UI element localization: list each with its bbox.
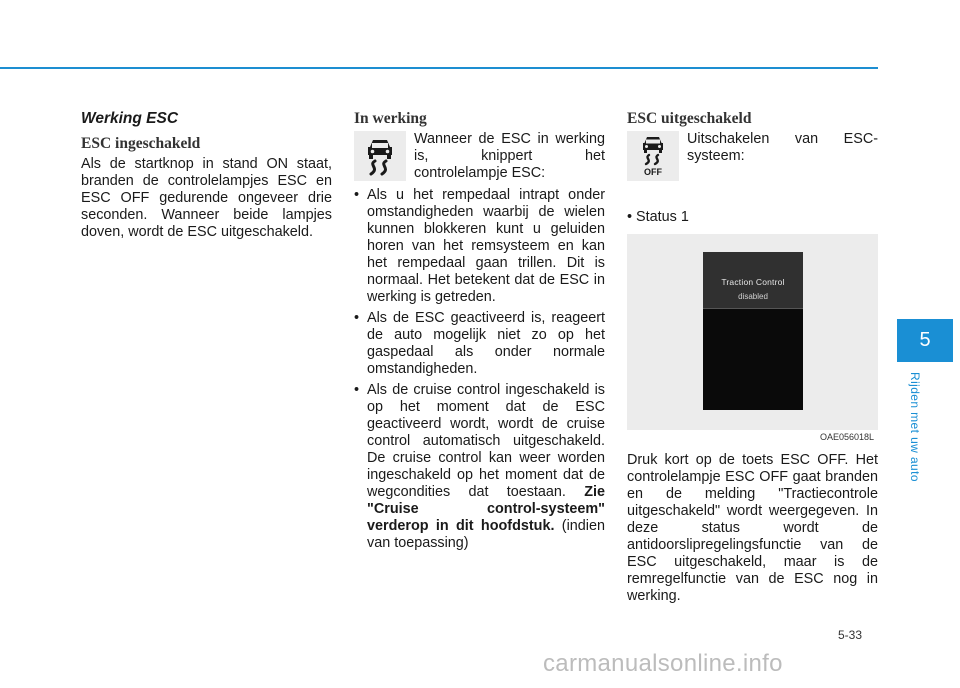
skidding-car-off-icon — [627, 131, 679, 181]
esc-off-title: ESC uitgeschakeld — [627, 110, 752, 127]
skidding-car-icon — [354, 131, 406, 181]
list-item: • Als de ESC geactiveerd is, reageert de auto mogelijk niet zo op het gaspedaal als onder normale omstandigheden. — [354, 310, 605, 377]
display-line-2: disabled — [738, 292, 768, 301]
status-label: • Status 1 — [627, 209, 689, 225]
display-line-1: Traction Control — [721, 277, 785, 287]
esc-off-text: Uitschakelen van ESC-systeem: — [687, 131, 878, 164]
esc-off-indicator-icon — [627, 131, 679, 181]
subsection-title: ESC ingeschakeld — [81, 135, 201, 152]
esc-indicator-row — [354, 131, 605, 183]
right-column — [627, 110, 878, 605]
operation-bullets — [354, 187, 605, 552]
esc-on-paragraph: Als de startknop in stand ON staat, branden de controlelampjes ESC en ESC OFF gedurende ongeveer drie seconden. Wanneer beide lampjes doven, wordt de ESC uitgeschakeld. — [81, 156, 332, 240]
list-item: • Als de cruise control ingeschakeld is op het moment dat de ESC geactiveerd wordt, wordt de cruise control automatisch uitgeschakeld. De cruise control kan weer worden ingeschakeld op het moment dat de wegcondities dat toestaan. Zie "Cruise control-systeem" verderop in dit hoofdstuk. (indien van toepassing) — [354, 382, 605, 551]
section-title: Werking ESC — [81, 110, 179, 127]
chapter-title: Rijden met uw auto — [908, 372, 922, 482]
watermark: carmanualsonline.info — [543, 650, 783, 677]
esc-off-row — [627, 131, 878, 183]
off-label: OFF — [644, 167, 662, 177]
chapter-tab — [897, 319, 953, 362]
esc-off-paragraph: Druk kort op de toets ESC OFF. Het controlelampje ESC OFF gaat branden en de melding "Tractiecontrole uitgeschakeld" wordt weergegeven. In deze status wordt de antidoorslipregelingsfunctie van de ESC uitgeschakeld, maar is de remregelfunctie van de ESC nog in werking. — [627, 452, 878, 604]
in-operation-title: In werking — [354, 110, 427, 127]
header-rule — [0, 67, 878, 69]
page-number: 5-33 — [838, 628, 863, 642]
bullet-dot: • — [354, 187, 360, 203]
middle-column — [354, 110, 605, 556]
cluster-screen — [703, 252, 803, 410]
bullet-dot: • — [354, 310, 360, 326]
list-item: • Als u het rempedaal intrapt onder omstandigheden waarbij de wielen kunnen blokkeren kunt u geluiden horen van het remsysteem en kan het rempedaal gaan trillen. Dit is normaal. Het betekent dat de ESC in werking is getreden. — [354, 187, 605, 305]
bullet-dot: • — [354, 382, 360, 398]
figure-code: OAE056018L — [819, 432, 874, 442]
cross-reference: Zie "Cruise control-systeem" verderop in dit hoofdstuk. — [367, 484, 605, 534]
chapter-number: 5 — [919, 329, 931, 351]
esc-indicator-icon — [354, 131, 406, 181]
left-column — [81, 110, 332, 241]
esc-indicator-text: Wanneer de ESC in werking is, knippert het controlelampje ESC: — [414, 131, 605, 181]
cluster-display-figure — [627, 234, 878, 442]
